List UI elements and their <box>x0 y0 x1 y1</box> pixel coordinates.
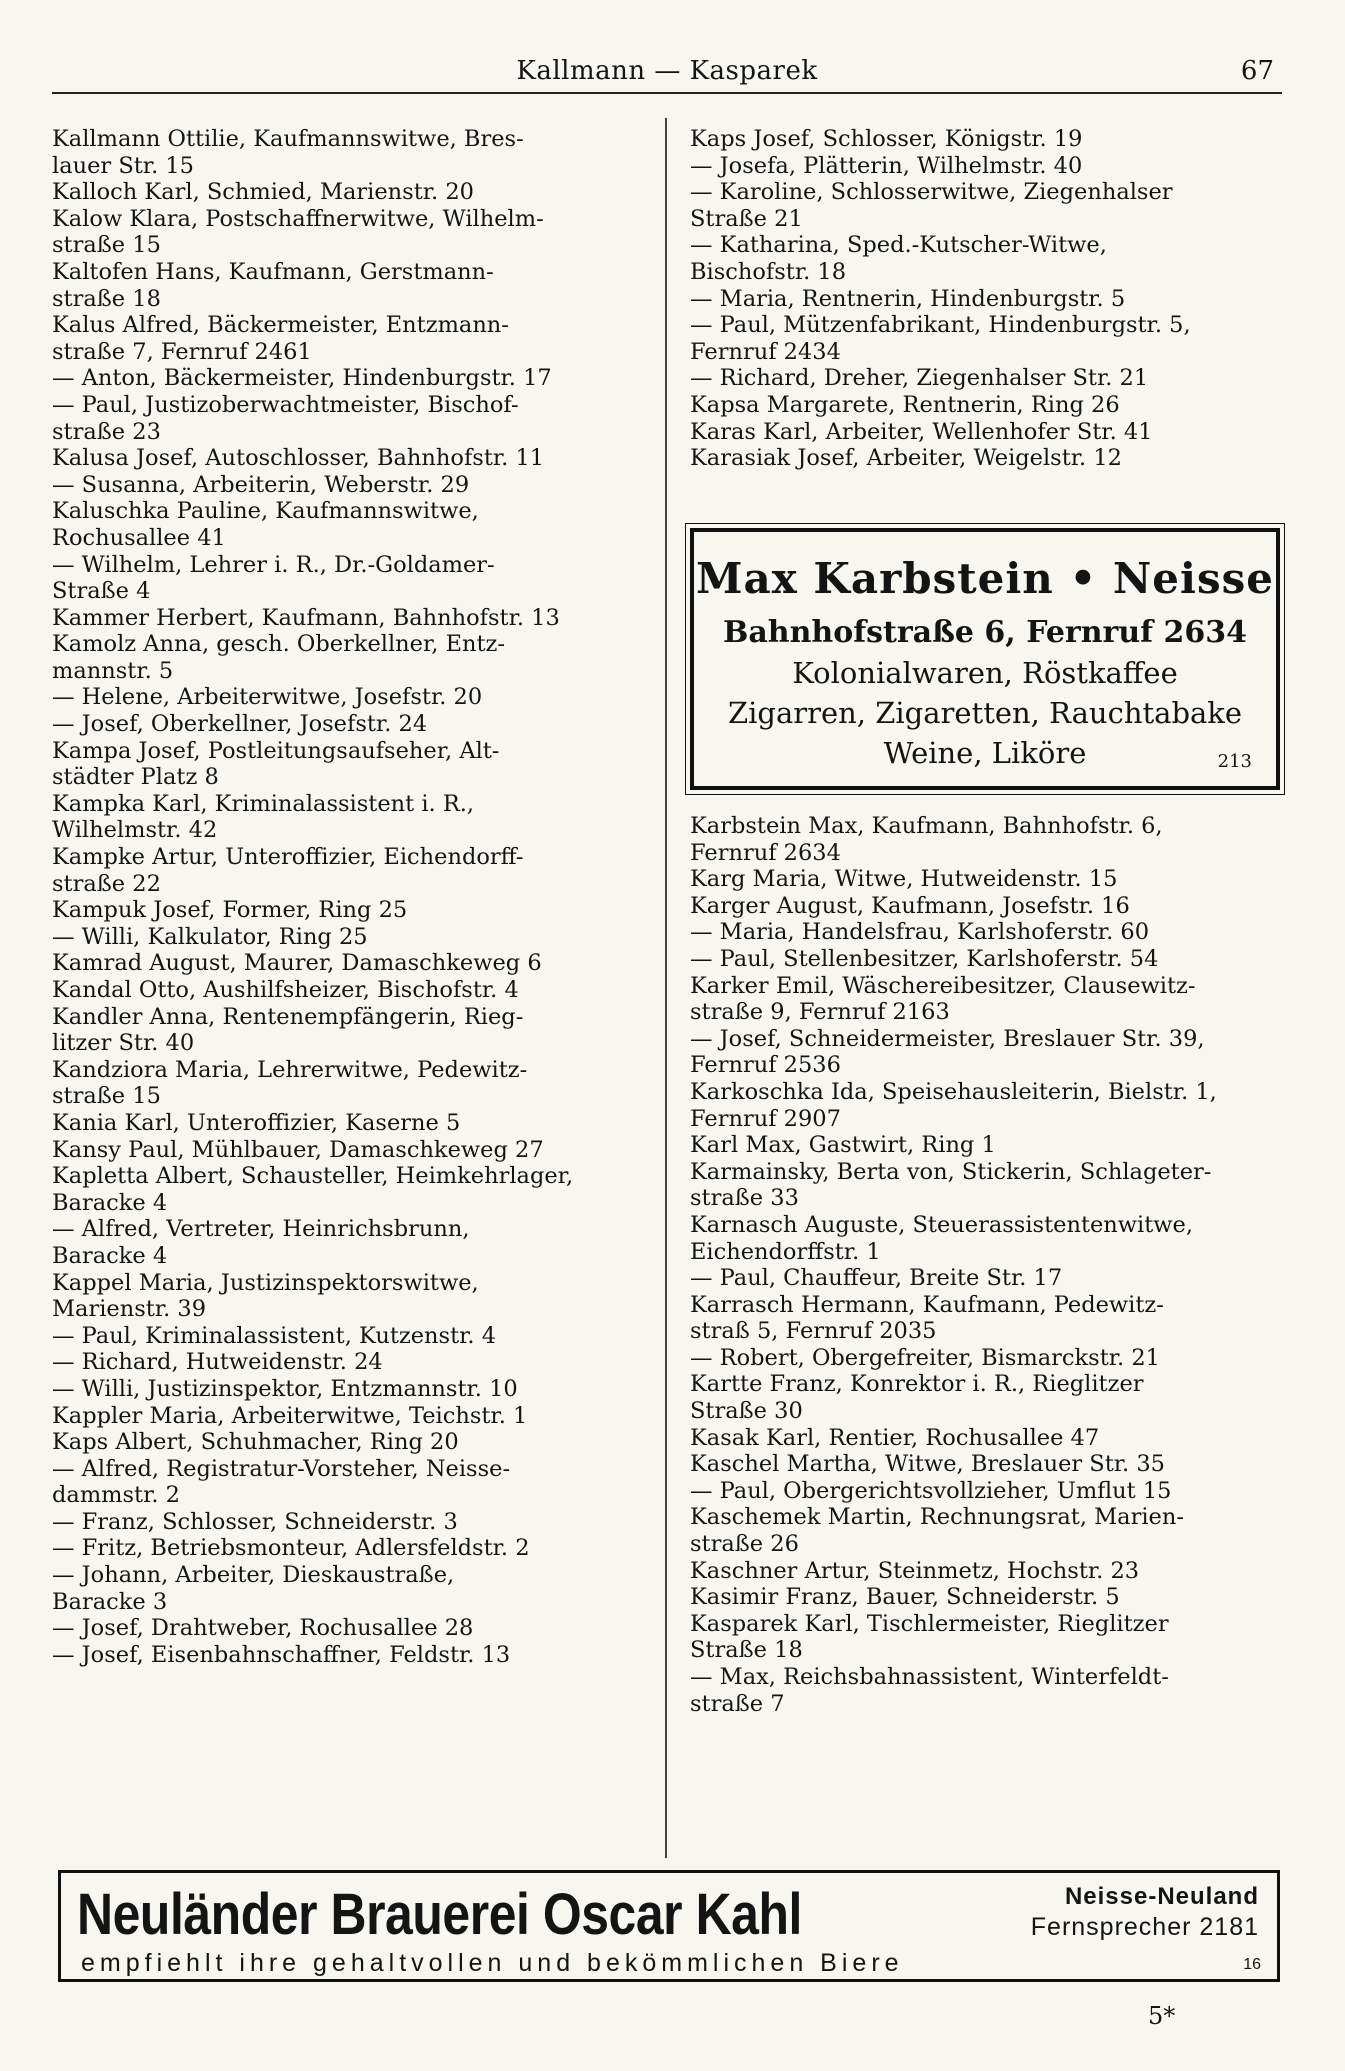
entry-line: — Franz, Schlosser, Schneiderstr. 3 <box>52 1508 458 1535</box>
directory-entry <box>690 1132 1290 1159</box>
entry-line: Kampuk Josef, Former, Ring 25 <box>52 897 408 924</box>
directory-entry <box>52 1004 662 1057</box>
directory-entry <box>52 977 662 1004</box>
entry-line: — Josefa, Plätterin, Wilhelmstr. 40 <box>690 152 1083 179</box>
entry-line: — Josef, Eisenbahnschaffner, Feldstr. 13 <box>52 1641 511 1668</box>
entry-line: straße 33 <box>690 1185 799 1212</box>
page-number: 67 <box>1240 56 1274 86</box>
directory-entry <box>690 1611 1290 1664</box>
directory-entry <box>690 419 1290 446</box>
directory-entry <box>52 738 662 791</box>
directory-entry <box>52 950 662 977</box>
directory-entry <box>690 312 1290 365</box>
directory-entry <box>52 259 662 312</box>
entry-line: Straße 30 <box>690 1398 803 1425</box>
entry-line: — Fritz, Betriebsmonteur, Adlersfeldstr. 2 <box>52 1535 530 1562</box>
ad-brauerei-location: Neisse-Neuland <box>1064 1883 1259 1910</box>
entry-line: — Max, Reichsbahnassistent, Winterfeldt- <box>690 1664 1169 1690</box>
entry-line: — Paul, Obergerichtsvollzieher, Umflut 15 <box>690 1477 1172 1504</box>
entry-line: — Paul, Stellenbesitzer, Karlshoferstr. 54 <box>690 945 1159 972</box>
directory-entry <box>690 365 1290 392</box>
entry-line: Eichendorffstr. 1 <box>690 1238 881 1265</box>
advertisement-brauerei <box>58 1870 1280 1982</box>
directory-entry <box>52 684 662 711</box>
entry-line: Fernruf 2907 <box>690 1105 841 1132</box>
entry-line: Fernruf 2634 <box>690 839 841 866</box>
directory-entry <box>690 179 1290 232</box>
entry-line: straße 22 <box>52 870 161 897</box>
entry-line: Kaltofen Hans, Kaufmann, Gerstmann- <box>52 258 494 285</box>
directory-entry <box>52 1216 662 1269</box>
entry-line: Fernruf 2536 <box>690 1052 841 1079</box>
entry-line: — Richard, Dreher, Ziegenhalser Str. 21 <box>690 365 1149 392</box>
page-title: Kallmann — Kasparek <box>516 56 818 86</box>
directory-entry <box>52 897 662 924</box>
directory-entry <box>52 631 662 684</box>
entry-line: straße 23 <box>52 418 161 445</box>
directory-entry <box>52 126 662 179</box>
entry-line: Kapletta Albert, Schausteller, Heimkehrlager, <box>52 1163 574 1190</box>
directory-entry <box>690 1265 1290 1292</box>
entry-line: Kamolz Anna, gesch. Oberkellner, Entz- <box>52 631 505 658</box>
entry-line: Straße 4 <box>52 578 151 605</box>
entry-line: Straße 21 <box>690 205 803 232</box>
advertisement-karbstein <box>690 528 1280 790</box>
entry-line: — Josef, Oberkellner, Josefstr. 24 <box>52 711 428 738</box>
entry-line: Wilhelmstr. 42 <box>52 817 218 844</box>
entry-line: — Willi, Kalkulator, Ring 25 <box>52 923 368 950</box>
entry-line: Karkoschka Ida, Speisehausleiterin, Bielstr. 1, <box>690 1078 1217 1105</box>
entry-line: Marienstr. 39 <box>52 1296 207 1323</box>
entry-line: — Wilhelm, Lehrer i. R., Dr.-Goldamer- <box>52 551 495 578</box>
directory-entry <box>52 445 662 472</box>
entry-line: straße 18 <box>52 285 161 312</box>
entry-line: Fernruf 2434 <box>690 338 841 365</box>
entry-line: Kaschner Artur, Steinmetz, Hochstr. 23 <box>690 1557 1140 1584</box>
directory-entry <box>690 1026 1290 1079</box>
directory-entry <box>690 919 1290 946</box>
entry-line: Kaps Josef, Schlosser, Königstr. 19 <box>690 126 1083 152</box>
directory-entry <box>52 392 662 445</box>
directory-entry <box>52 1110 662 1137</box>
entry-line: Kampa Josef, Postleitungsaufseher, Alt- <box>52 737 500 764</box>
entry-line: Karasiak Josef, Arbeiter, Weigelstr. 12 <box>690 445 1122 472</box>
directory-entry <box>52 312 662 365</box>
directory-entry <box>690 1292 1290 1345</box>
ad-karbstein-address: Bahnhofstraße 6, Fernruf 2634 <box>722 615 1248 650</box>
entry-line: — Josef, Schneidermeister, Breslauer Str. 39, <box>690 1025 1205 1052</box>
directory-entry <box>52 179 662 206</box>
entry-line: Baracke 4 <box>52 1242 168 1269</box>
entry-line: straße 26 <box>690 1531 799 1558</box>
entry-line: Kappel Maria, Justizinspektorswitwe, <box>52 1269 479 1296</box>
entry-line: — Robert, Obergefreiter, Bismarckstr. 21 <box>690 1344 1160 1371</box>
entry-line: Karg Maria, Witwe, Hutweidenstr. 15 <box>690 866 1118 893</box>
directory-entry <box>52 1535 662 1562</box>
directory-entry <box>690 1504 1290 1557</box>
ad-karbstein-number: 213 <box>1217 751 1252 772</box>
column-divider <box>665 118 667 1858</box>
entry-line: Baracke 3 <box>52 1588 168 1615</box>
directory-entry <box>690 1371 1290 1424</box>
entry-line: Kalus Alfred, Bäckermeister, Entzmann- <box>52 312 509 339</box>
directory-entry <box>52 1137 662 1164</box>
ad-brauerei-name: Neuländer Brauerei Oscar Kahl <box>77 1882 802 1947</box>
entry-line: Kamrad August, Maurer, Damaschkeweg 6 <box>52 950 542 977</box>
entry-line: straße 15 <box>52 232 161 259</box>
entry-line: städter Platz 8 <box>52 764 219 791</box>
directory-entry <box>52 1642 662 1669</box>
directory-entry <box>52 605 662 632</box>
directory-entry <box>690 392 1290 419</box>
directory-entry <box>52 1615 662 1642</box>
entry-line: — Josef, Drahtweber, Rochusallee 28 <box>52 1615 474 1642</box>
entry-line: — Susanna, Arbeiterin, Weberstr. 29 <box>52 471 470 498</box>
directory-entry <box>52 1429 662 1456</box>
directory-entry <box>690 445 1290 472</box>
entry-line: Kaschemek Martin, Rechnungsrat, Marien- <box>690 1504 1184 1531</box>
directory-entry <box>690 286 1290 313</box>
directory-entry <box>52 552 662 605</box>
entry-line: Kallmann Ottilie, Kaufmannswitwe, Bres- <box>52 126 524 152</box>
entry-line: Kania Karl, Unteroffizier, Kaserne 5 <box>52 1109 461 1136</box>
entry-line: Kaschel Martha, Witwe, Breslauer Str. 35 <box>690 1451 1165 1478</box>
directory-entry <box>690 866 1290 893</box>
entry-line: Kandler Anna, Rentenempfängerin, Rieg- <box>52 1003 524 1030</box>
entry-line: mannstr. 5 <box>52 657 174 684</box>
entry-line: Straße 18 <box>690 1637 803 1664</box>
entry-line: — Paul, Chauffeur, Breite Str. 17 <box>690 1265 1063 1292</box>
directory-entry <box>690 1345 1290 1372</box>
directory-entry <box>52 1509 662 1536</box>
directory-entry <box>690 1159 1290 1212</box>
directory-entry <box>690 813 1290 866</box>
right-column-top <box>690 126 1290 472</box>
entry-line: Kasparek Karl, Tischlermeister, Rieglitzer <box>690 1610 1169 1637</box>
entry-line: Bischofstr. 18 <box>690 258 847 285</box>
directory-entry <box>52 1270 662 1323</box>
entry-line: Karmainsky, Berta von, Stickerin, Schlageter- <box>690 1158 1212 1185</box>
directory-entry <box>52 1562 662 1615</box>
entry-line: Kampke Artur, Unteroffizier, Eichendorff- <box>52 844 524 871</box>
directory-entry <box>690 126 1290 153</box>
entry-line: litzer Str. 40 <box>52 1030 195 1057</box>
entry-line: — Maria, Rentnerin, Hindenburgstr. 5 <box>690 285 1126 312</box>
entry-line: Kalusa Josef, Autoschlosser, Bahnhofstr. 11 <box>52 445 545 472</box>
entry-line: Baracke 4 <box>52 1189 168 1216</box>
ad-brauerei-phone: Fernsprecher 2181 <box>1030 1913 1259 1941</box>
entry-line: — Maria, Handelsfrau, Karlshoferstr. 60 <box>690 919 1150 946</box>
entry-line: straße 15 <box>52 1083 161 1110</box>
entry-line: Karas Karl, Arbeiter, Wellenhofer Str. 41 <box>690 418 1153 445</box>
directory-entry <box>52 1376 662 1403</box>
directory-entry <box>690 1584 1290 1611</box>
directory-entry <box>52 1403 662 1430</box>
entry-line: Kasak Karl, Rentier, Rochusallee 47 <box>690 1424 1100 1451</box>
entry-line: Karnasch Auguste, Steuerassistentenwitwe, <box>690 1211 1194 1238</box>
ad-karbstein-line: Kolonialwaren, Röstkaffee <box>792 656 1178 690</box>
entry-line: Kampka Karl, Kriminalassistent i. R., <box>52 790 475 817</box>
ad-brauerei-slogan: empfiehlt ihre gehaltvollen und bekömmlichen Biere <box>81 1949 904 1977</box>
entry-line: Karl Max, Gastwirt, Ring 1 <box>690 1132 996 1159</box>
entry-line: dammstr. 2 <box>52 1482 180 1509</box>
entry-line: Kalow Klara, Postschaffnerwitwe, Wilhelm- <box>52 205 544 232</box>
entry-line: Kapsa Margarete, Rentnerin, Ring 26 <box>690 391 1120 418</box>
entry-line: — Johann, Arbeiter, Dieskaustraße, <box>52 1562 455 1589</box>
directory-entry <box>52 924 662 951</box>
directory-entry <box>52 498 662 551</box>
entry-line: Kappler Maria, Arbeiterwitwe, Teichstr. 1 <box>52 1402 528 1429</box>
directory-entry <box>690 1425 1290 1452</box>
directory-entry <box>690 946 1290 973</box>
ad-karbstein-line: Zigarren, Zigaretten, Rauchtabake <box>727 696 1243 730</box>
ad-karbstein-title: Max Karbstein • Neisse <box>695 554 1274 603</box>
directory-entry <box>52 1323 662 1350</box>
entry-line: — Alfred, Vertreter, Heinrichsbrunn, <box>52 1216 470 1243</box>
directory-entry <box>690 893 1290 920</box>
entry-line: — Alfred, Registratur-Vorsteher, Neisse- <box>52 1455 511 1482</box>
entry-line: — Willi, Justizinspektor, Entzmannstr. 10 <box>52 1375 518 1402</box>
right-column-bottom <box>690 813 1290 1717</box>
entry-line: — Paul, Justizoberwachtmeister, Bischof- <box>52 391 519 418</box>
entry-line: Karker Emil, Wäschereibesitzer, Clausewitz- <box>690 972 1196 999</box>
entry-line: Kasimir Franz, Bauer, Schneiderstr. 5 <box>690 1584 1120 1611</box>
entry-line: Karrasch Hermann, Kaufmann, Pedewitz- <box>690 1291 1164 1318</box>
directory-entry <box>690 1451 1290 1478</box>
entry-line: lauer Str. 15 <box>52 152 194 179</box>
directory-entry <box>52 472 662 499</box>
directory-entry <box>52 365 662 392</box>
entry-line: — Helene, Arbeiterwitwe, Josefstr. 20 <box>52 684 483 711</box>
entry-line: — Richard, Hutweidenstr. 24 <box>52 1349 383 1376</box>
directory-entry <box>690 973 1290 1026</box>
entry-line: Kammer Herbert, Kaufmann, Bahnhofstr. 13 <box>52 604 560 631</box>
directory-entry <box>52 1349 662 1376</box>
entry-line: Rochusallee 41 <box>52 524 226 551</box>
directory-entry <box>690 1558 1290 1585</box>
directory-entry <box>690 232 1290 285</box>
ad-brauerei-number: 16 <box>1243 1956 1261 1973</box>
entry-line: Kandal Otto, Aushilfsheizer, Bischofstr. 4 <box>52 977 519 1003</box>
directory-entry <box>52 1163 662 1216</box>
directory-entry <box>52 711 662 738</box>
entry-line: Kalloch Karl, Schmied, Marienstr. 20 <box>52 179 474 206</box>
left-column <box>52 126 662 1668</box>
entry-line: Kaluschka Pauline, Kaufmannswitwe, <box>52 498 479 525</box>
entry-line: straße 7 <box>690 1690 785 1717</box>
directory-entry <box>52 1057 662 1110</box>
directory-entry <box>52 791 662 844</box>
entry-line: straß 5, Fernruf 2035 <box>690 1318 937 1345</box>
entry-line: straße 7, Fernruf 2461 <box>52 338 312 365</box>
entry-line: straße 9, Fernruf 2163 <box>690 999 950 1026</box>
directory-entry <box>52 206 662 259</box>
directory-entry <box>52 844 662 897</box>
directory-entry <box>52 1456 662 1509</box>
entry-line: Kartte Franz, Konrektor i. R., Rieglitzer <box>690 1371 1144 1398</box>
printer-signature: 5* <box>1148 2002 1176 2030</box>
directory-entry <box>690 1212 1290 1265</box>
entry-line: Kansy Paul, Mühlbauer, Damaschkeweg 27 <box>52 1136 544 1163</box>
entry-line: Kandziora Maria, Lehrerwitwe, Pedewitz- <box>52 1056 528 1083</box>
entry-line: Kaps Albert, Schuhmacher, Ring 20 <box>52 1429 459 1456</box>
directory-entry <box>690 1664 1290 1717</box>
entry-line: Karbstein Max, Kaufmann, Bahnhofstr. 6, <box>690 813 1163 839</box>
entry-line: — Paul, Kriminalassistent, Kutzenstr. 4 <box>52 1322 497 1349</box>
directory-entry <box>690 1478 1290 1505</box>
directory-entry <box>690 153 1290 180</box>
directory-entry <box>690 1079 1290 1132</box>
entry-line: — Katharina, Sped.-Kutscher-Witwe, <box>690 232 1107 259</box>
entry-line: — Paul, Mützenfabrikant, Hindenburgstr. 5, <box>690 312 1191 339</box>
entry-line: Karger August, Kaufmann, Josefstr. 16 <box>690 892 1130 919</box>
ad-karbstein-line: Weine, Liköre <box>883 736 1087 770</box>
entry-line: — Anton, Bäckermeister, Hindenburgstr. 17 <box>52 365 552 392</box>
page-header <box>52 56 1282 94</box>
entry-line: — Karoline, Schlosserwitwe, Ziegenhalser <box>690 179 1173 206</box>
